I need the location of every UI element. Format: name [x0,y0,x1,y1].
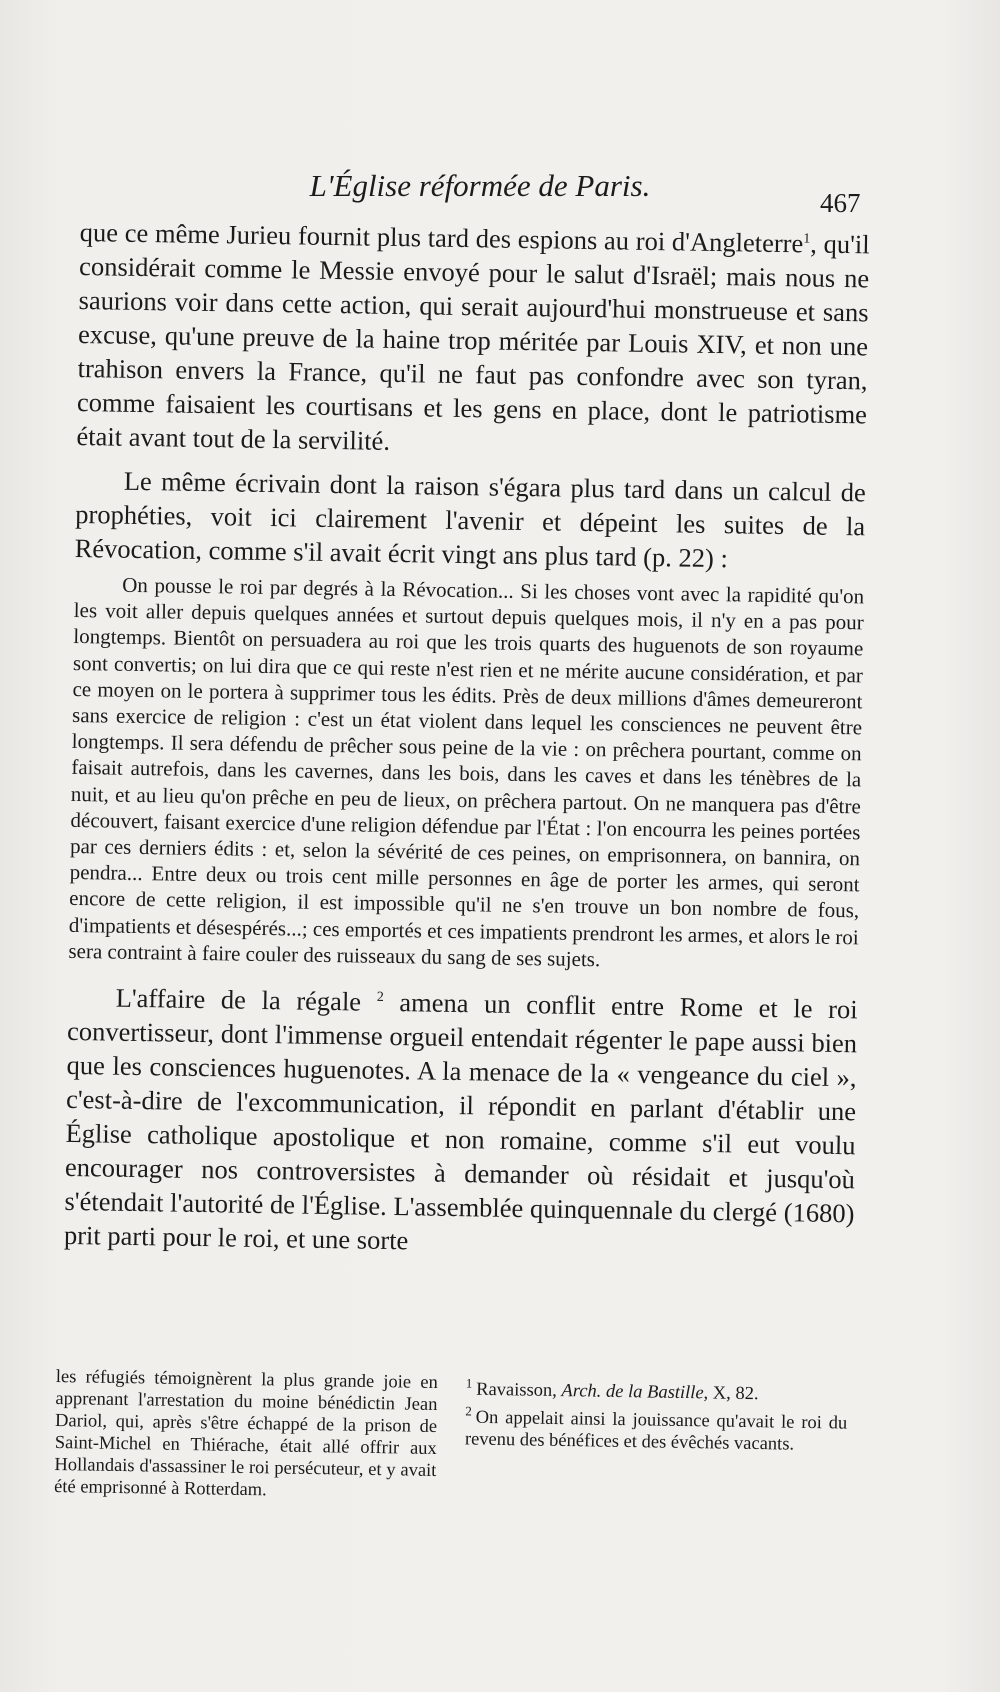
page-number: 467 [820,188,861,218]
paragraph-1 [76,215,870,465]
paragraph-1-rest: , qu'il considérait comme le Messie envoyé pour le salut d'Israël; mais nous ne saurions voir dans cette action, qui serait aujourd'hui monstrueuse et sans excuse, qu'une preuve de la haine trop méritée par Louis XIV, et non une trahison envers la France, qu'il ne faut pas confondre avec son tyran, comme faisaient les courtisans et les gens en place, dont le patriotisme était avant tout de la servilité. [76,228,870,456]
footnotes [54,1366,848,1510]
paragraph-3-rest: amena un conflit entre Rome et le roi convertisseur, dont l'immense orgueil entendait régenter le pape aussi bien que les consciences huguenotes. A la menace de la « vengeance du ciel », c'est-à-dire de l'excommunication, il répondit en parlant d'établir une Église catholique apostolique et non romaine, comme s'il eut voulu encourager nos controversistes à demander où résidait et jusqu'où s'étendait l'autorité de l'Église. L'assemblée quinquennale du clergé (1680) prit parti pour le roi, et une sorte [63,986,858,1256]
footnote-1-text-a: Ravaisson, [476,1379,562,1402]
footnote-2-mark: 2 [465,1403,472,1419]
running-head: L'Église réformée de Paris. [309,168,651,203]
footnote-2-text: On appelait ainsi la jouissance qu'avait le roi du revenu des bénéfices et des évêchés vacants. [464,1407,848,1455]
footnote-continued-text: les réfugiés témoignèrent la plus grande joie en apprenant l'arrestation du moine bénédictin Jean Dariol, qui, après s'être échappé de la prison de Saint-Michel en Thiérache, était allé offrir aux Hollandais d'assassiner le roi persécuteur, et y avait été emprisonné à Rotterdam. [53,1366,438,1501]
footnote-2 [465,1401,848,1457]
footnote-ref-2: 2 [376,989,384,1006]
footnote-1-title: Arch. de la Bastille [561,1381,704,1404]
footnote-ref-1: 1 [803,231,811,247]
paragraph-2: Le même écrivain dont la raison s'égara plus tard dans un calcul de prophéties, voit ici clairement l'avenir et dépeint les suites de la Révocation, comme s'il avait écrit vingt ans plus tard (p. 22) : [74,465,866,574]
paragraph-3 [64,980,858,1264]
block-quote: On pousse le roi par degrés à la Révocation... Si les choses vont avec la rapidité qu'on les voit aller depuis quelques années et surtout depuis quelques mois, il n'y en a pas pour longtemps. Bientôt on persuadera au roi que les trois quarts des huguenots de son royaume sont convertis; on lui dira que ce qui reste n'est rien et ne mérite aucune considération, et par ce moyen on le portera à supprimer tous les édits. Près de deux millions d'âmes demeureront sans exercice de religion : c'est un état violent dans lequel les consciences ne peuvent être longtemps. Il sera défendu de prêcher sous peine de la vie : on prêchera pourtant, comme on faisait autrefois, dans les cavernes, dans les bois, dans les caves et dans les ténèbres de la nuit, et au lieu qu'on prêche en peu de lieux, on prêchera partout. On ne manquera pas d'être découvert, faisant exercice d'une religion défendue par l'État : l'on encourra les peines portées par ces derniers édits : et, selon la sévérité de ces peines, on emprisonnera, on bannira, on pendra... Entre deux ou trois cent mille personnes en âge de porter les armes, qui seront encore de cette religion, il est impossible qu'il ne s'en trouve un bon nombre de fous, d'impatients et désespérés...; ces emportés et ces impatients prendront les armes, et alors le roi sera contraint à faire couler des ruisseaux du sang de ses sujets. [68,572,865,972]
paragraph-1-text: que ce même Jurieu fournit plus tard des espions au roi d'Angleterre [79,216,804,259]
footnote-1-mark: 1 [465,1375,473,1391]
paragraph-3-text: L'affaire de la régale [115,982,362,1017]
footnote-continued [54,1366,438,1504]
footnote-1-text-b: , X, 82. [703,1383,759,1405]
footnotes-right [464,1372,848,1510]
main-text [64,215,870,1264]
